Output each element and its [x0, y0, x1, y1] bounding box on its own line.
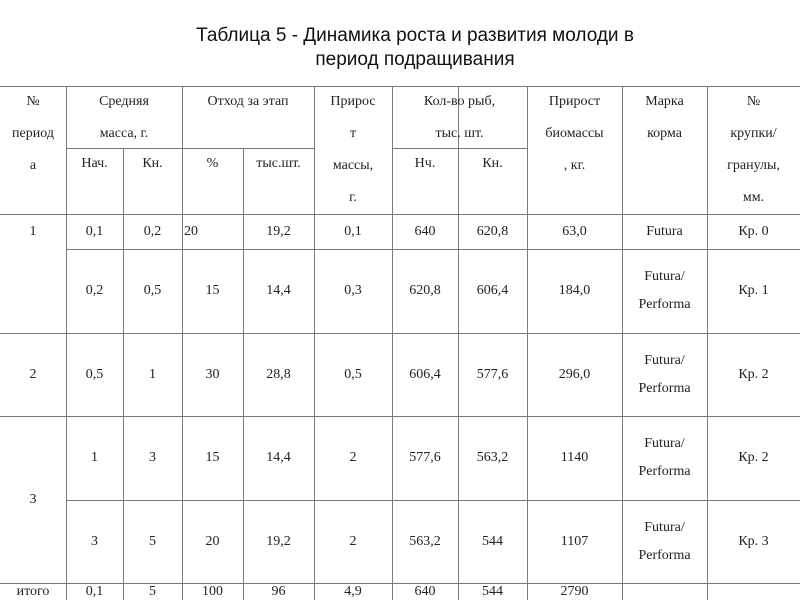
header-fish-count: Кол-во рыб, тыс. шт. [423, 94, 496, 141]
cell-loss-thousands: 14,4 [266, 283, 291, 298]
cell-feed-brand: Futura/ Performa [638, 352, 691, 396]
subheader-count-end: Кн. [482, 156, 503, 171]
cell-biomass-gain: 1107 [560, 533, 589, 549]
cell-loss-thousands: 19,2 [266, 223, 291, 239]
cell-count-end: 563,2 [476, 450, 509, 465]
cell-count-end: 544 [482, 533, 503, 549]
cell-mass-start: 0,5 [85, 366, 104, 382]
cell-pellet: Кр. 2 [738, 366, 769, 382]
cell-loss-percent: 30 [205, 366, 220, 382]
cell-feed-brand: Futura/ Performa [638, 269, 691, 312]
cell-count-end: 620,8 [476, 223, 509, 239]
cell-mass-gain: 0,3 [344, 283, 362, 298]
cell-period: 1 [29, 223, 37, 239]
cell-count-start: 640 [414, 584, 436, 599]
header-loss: Отход за этап [207, 94, 289, 109]
cell-count-end: 606,4 [476, 283, 509, 298]
cell-mass-start: 0,2 [85, 283, 104, 298]
cell-count-end: 544 [482, 584, 503, 599]
cell-mass-gain: 2 [349, 533, 357, 549]
subheader-loss-thousands: тыс.шт. [256, 156, 301, 171]
subheader-loss-percent: % [206, 156, 219, 171]
subheader-count-start: Нч. [414, 156, 436, 171]
cell-feed-brand: Futura/ Performa [638, 519, 691, 563]
cell-mass-start: 0,1 [85, 584, 104, 599]
cell-mass-gain: 4,9 [344, 584, 362, 599]
cell-loss-percent: 20 [205, 533, 220, 549]
cell-pellet: Кр. 2 [738, 450, 769, 465]
cell-biomass-gain: 296,0 [558, 366, 591, 382]
cell-mass-gain: 0,5 [344, 366, 362, 382]
cell-biomass-gain: 184,0 [558, 283, 591, 298]
subheader-mass-end: Кн. [142, 156, 163, 171]
cell-mass-end: 0,5 [143, 283, 162, 298]
cell-mass-start: 0,1 [85, 223, 104, 239]
cell-count-end: 577,6 [476, 366, 509, 382]
cell-mass-gain: 2 [349, 450, 357, 465]
cell-mass-end: 3 [149, 450, 156, 465]
cell-loss-percent: 100 [202, 584, 223, 599]
cell-period: 3 [29, 491, 37, 507]
cell-loss-thousands: 19,2 [266, 533, 291, 549]
cell-mass-end: 5 [149, 533, 156, 549]
cell-mass-gain: 0,1 [344, 223, 362, 239]
cell-loss-percent: 15 [205, 450, 220, 465]
header-average-mass: Средняя масса, г. [99, 94, 149, 141]
cell-mass-end: 0,2 [143, 223, 162, 239]
cell-biomass-gain: 1140 [560, 450, 589, 465]
cell-total-label: итого [16, 584, 50, 599]
cell-count-start: 640 [414, 223, 436, 239]
cell-count-start: 577,6 [409, 450, 441, 465]
cell-count-start: 620,8 [409, 283, 441, 298]
header-period: № период а [12, 94, 54, 173]
header-pellet-size: № крупки/ гранулы, мм. [727, 94, 780, 205]
cell-mass-end: 5 [149, 584, 156, 599]
cell-feed-brand: Futura [646, 223, 683, 239]
subheader-mass-start: Нач. [81, 156, 108, 171]
header-biomass-gain: Прирост биомассы , кг. [545, 94, 604, 173]
cell-loss-thousands: 96 [271, 584, 286, 599]
cell-loss-percent: 15 [205, 283, 220, 298]
cell-mass-start: 3 [91, 533, 98, 549]
cell-pellet: Кр. 1 [738, 283, 769, 298]
table-caption-line1: Таблица 5 - Динамика роста и развития молоди в [196, 25, 634, 46]
cell-pellet: Кр. 0 [738, 223, 769, 239]
cell-pellet: Кр. 3 [738, 533, 769, 549]
cell-biomass-gain: 2790 [560, 584, 589, 599]
cell-feed-brand: Futura/ Performa [638, 436, 691, 479]
cell-period: 2 [29, 366, 37, 382]
header-mass-gain: Прирос т массы, г. [330, 94, 376, 205]
cell-loss-thousands: 28,8 [266, 366, 291, 382]
cell-mass-start: 1 [91, 450, 98, 465]
cell-count-start: 606,4 [409, 366, 441, 382]
cell-mass-end: 1 [149, 366, 156, 382]
cell-count-start: 563,2 [409, 533, 441, 549]
cell-loss-thousands: 14,4 [266, 450, 291, 465]
header-feed-brand: Марка корма [645, 94, 684, 141]
cell-loss-percent: 20 [184, 223, 198, 239]
cell-biomass-gain: 63,0 [562, 223, 587, 239]
table-caption-line2: период подращивания [315, 49, 515, 70]
